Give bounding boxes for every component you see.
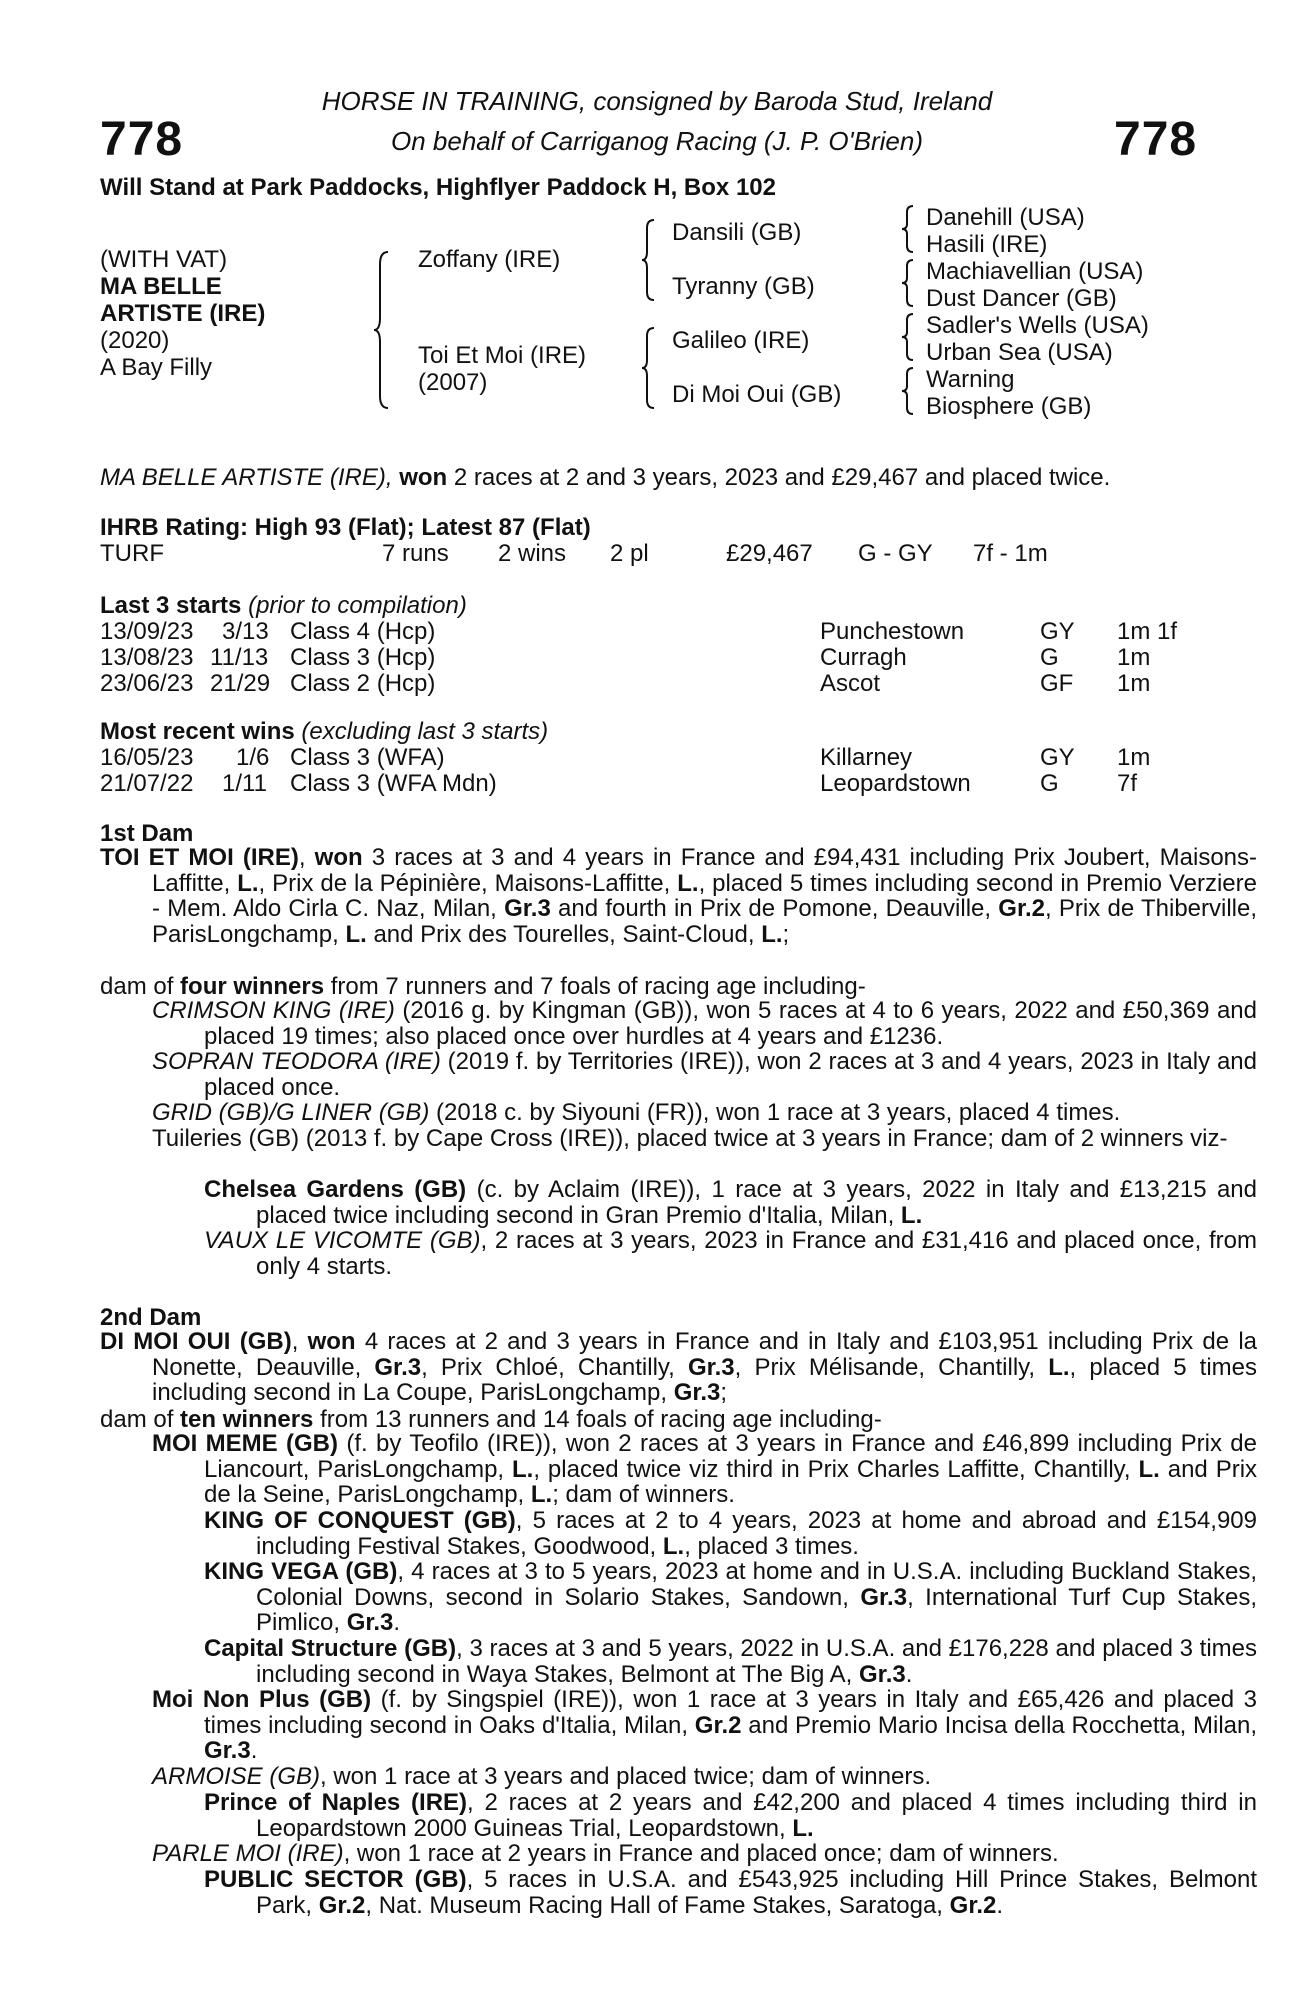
- second-dam-won: won: [307, 1328, 356, 1355]
- row-class: Class 3 (WFA Mdn): [290, 770, 497, 797]
- group-marker: Gr.3: [504, 895, 551, 923]
- pedigree-sire-dam: Tyranny (GB): [672, 273, 815, 300]
- winners-count: ten winners: [180, 1406, 314, 1433]
- offspring-text: Tuileries (GB) (2013 f. by Cape Cross (IRE)), placed twice at 3 years in France; dam of 2 winners viz-: [152, 1125, 1228, 1152]
- row-date: 13/08/23: [100, 644, 194, 671]
- list-item: [152, 1841, 1205, 1867]
- summary-won: won: [399, 464, 448, 491]
- pedigree-sire: Zoffany (IRE): [418, 246, 561, 273]
- list-item: [204, 1559, 1257, 1636]
- list-item: [204, 1177, 1257, 1228]
- offspring-text: , 2 races at 2 years and £42,200 and placed 4 times including third in Leopardstown 2000 Guineas Trial, Leopardstown,: [256, 1789, 1257, 1842]
- pedigree-dam-sire: Galileo (IRE): [672, 327, 810, 354]
- first-dam-won: won: [314, 844, 363, 871]
- table-row: [100, 670, 1210, 696]
- offspring-text: (f. by Singspiel (IRE)), won 1 race at 3 years in Italy and £65,426 and placed 3 times including second in Oaks d'Italia, Milan,: [204, 1686, 1257, 1739]
- offspring-text: , placed twice viz third in Prix Charles Laffitte, Chantilly,: [533, 1455, 1131, 1483]
- offspring-name: Moi Non Plus (GB): [152, 1686, 372, 1713]
- first-dam-text: ;: [782, 920, 790, 948]
- listed-marker: L.: [1138, 1455, 1160, 1483]
- horse-name-line2: ARTISTE (IRE): [100, 300, 266, 327]
- offspring-text: (f. by Teofilo (IRE)), won 2 races at 3 years in France and £46,899 including Prix de Liancourt, ParisLongchamp,: [204, 1430, 1257, 1483]
- horse-name-line1: MA BELLE: [100, 273, 222, 300]
- row-class: Class 3 (Hcp): [290, 644, 436, 671]
- pedigree-brace-dam: [640, 326, 658, 410]
- row-distance: 1m: [1117, 744, 1151, 771]
- first-dam-name: TOI ET MOI (IRE): [100, 844, 299, 871]
- list-item: [152, 1431, 1257, 1508]
- first-dam-text: and fourth in Prix de Pomone, Deauville,: [558, 895, 992, 923]
- row-class: Class 2 (Hcp): [290, 670, 436, 697]
- offspring-text: , won 1 race at 2 years in France and placed once; dam of winners.: [343, 1840, 1059, 1867]
- turf-placed: 2 pl: [610, 540, 649, 567]
- turf-wins: 2 wins: [498, 540, 567, 567]
- row-position: 11/13: [210, 644, 269, 671]
- row-class: Class 4 (Hcp): [290, 618, 436, 645]
- listed-marker: L.: [237, 869, 259, 897]
- group-marker: Gr.3: [374, 1353, 422, 1381]
- list-item: [204, 1508, 1257, 1559]
- turf-runs: 7 runs: [382, 540, 449, 567]
- offspring-name: Prince of Naples (IRE): [204, 1789, 468, 1816]
- group-marker: Gr.2: [318, 1891, 366, 1919]
- pedigree-dam-year: (2007): [418, 369, 488, 396]
- pedigree-gen3-6: Urban Sea (USA): [926, 339, 1113, 366]
- row-course: Curragh: [820, 644, 907, 671]
- pedigree-dam-dam: Di Moi Oui (GB): [672, 381, 842, 408]
- first-dam-record: TOI ET MOI (IRE), won 3 races at 3 and 4 years in France and £94,431 including Prix Joubert, Maisons-Laffitte, L., Prix de la Pépinière, Maisons-Laffitte, L., placed 5 times including second in Premio Verziere - Mem. Aldo Cirla C. Naz, Milan, Gr.3 and fourth in Prix de Pomone, Deauville, Gr.2, Prix de Thiberville, ParisLongchamp, L. and Prix des Tourelles, Saint-Cloud, L.;: [100, 844, 1258, 948]
- row-going: GF: [1040, 670, 1074, 697]
- offspring-text: and Prix de la Seine, ParisLongchamp,: [204, 1455, 1258, 1509]
- row-distance: 7f: [1117, 770, 1138, 797]
- winners-count: four winners: [180, 973, 325, 1000]
- offspring-text: (c. by Aclaim (IRE)), 1 race at 3 years, 2022 in Italy and £13,215 and placed twice including second in Gran Premio d'Italia, Milan,: [256, 1176, 1257, 1229]
- lot-number-right: 778: [1114, 113, 1198, 166]
- list-item: [152, 1687, 1257, 1764]
- row-course: Ascot: [820, 670, 881, 697]
- first-dam-text: and Prix des Tourelles, Saint-Cloud,: [373, 920, 755, 948]
- list-item: [204, 1636, 1257, 1687]
- list-item: [152, 1764, 1205, 1790]
- turf-distance: 7f - 1m: [973, 540, 1048, 567]
- vat-note: (WITH VAT): [100, 246, 228, 273]
- listed-marker: L.: [512, 1455, 534, 1483]
- row-position: 1/6: [236, 744, 270, 771]
- recent-wins-title: Most recent wins: [100, 718, 295, 745]
- second-dam-text: 4 races at 2 and 3 years in France and in Italy and £103,951 including Prix de la Nonette, Deauville,: [152, 1328, 1258, 1381]
- turf-prize: £29,467: [726, 540, 813, 567]
- first-dam-text: , placed 5 times including second in Premio Verziere - Mem. Aldo Cirla C. Naz, Milan,: [152, 869, 1257, 923]
- table-row: [100, 744, 1210, 770]
- last-starts-note: (prior to compilation): [248, 592, 467, 619]
- group-marker: Gr.3: [204, 1737, 251, 1765]
- turf-surface: TURF: [100, 540, 164, 567]
- offspring-text: (2016 g. by Kingman (GB)), won 5 races at 4 to 6 years, 2022 and £50,369 and placed 19 times; also placed once over hurdles at 4 years and £1236.: [204, 997, 1257, 1050]
- group-marker: Gr.2: [949, 1891, 997, 1919]
- pedigree-gen3-1: Danehill (USA): [926, 204, 1085, 231]
- offspring-text: , 2 races at 3 years, 2023 in France and £31,416 and placed once, from only 4 starts.: [256, 1227, 1257, 1280]
- offspring-text: , Nat. Museum Racing Hall of Fame Stakes, Saratoga,: [365, 1891, 943, 1919]
- pedigree-brace-sire: [640, 218, 658, 302]
- row-course: Punchestown: [820, 618, 965, 645]
- table-row: [100, 618, 1210, 644]
- listed-marker: L.: [792, 1814, 814, 1842]
- second-dam-text: , Prix Mélisande, Chantilly,: [734, 1353, 1036, 1381]
- row-date: 23/06/23: [100, 670, 194, 697]
- pedigree-brace-g4: [900, 366, 916, 416]
- list-item: [152, 998, 1257, 1049]
- offspring-text: , 5 races at 2 to 4 years, 2023 at home and abroad and £154,909 including Festival Stakes, Goodwood,: [256, 1507, 1258, 1560]
- row-class: Class 3 (WFA): [290, 744, 445, 771]
- horse-description: A Bay Filly: [100, 354, 213, 381]
- pedigree-gen3-4: Dust Dancer (GB): [926, 285, 1117, 312]
- offspring-text: .: [905, 1660, 913, 1688]
- on-behalf-line: On behalf of Carriganog Racing (J. P. O'Brien): [391, 126, 923, 156]
- offspring-text: (2019 f. by Territories (IRE)), won 2 races at 3 and 4 years, 2023 in Italy and placed once.: [204, 1048, 1258, 1101]
- second-dam-text: , Prix Chloé, Chantilly,: [421, 1353, 675, 1381]
- offspring-text: .: [250, 1737, 258, 1765]
- offspring-text: .: [996, 1891, 1004, 1919]
- second-dam-record: DI MOI OUI (GB), won 4 races at 2 and 3 years in France and in Italy and £103,951 including Prix de la Nonette, Deauville, Gr.3, Prix Chloé, Chantilly, Gr.3, Prix Mélisande, Chantilly, L., placed 5 times including second in La Coupe, ParisLongchamp, Gr.3;: [100, 1328, 1258, 1407]
- listed-marker: L.: [761, 920, 783, 948]
- offspring-text: , placed 3 times.: [684, 1532, 859, 1560]
- row-position: 1/11: [222, 770, 267, 797]
- list-item: [204, 1867, 1257, 1918]
- turf-record-row: [100, 540, 1210, 568]
- group-marker: Gr.2: [998, 895, 1045, 923]
- row-distance: 1m 1f: [1117, 618, 1178, 645]
- row-position: 3/13: [222, 618, 269, 645]
- pedigree-gen3-8: Biosphere (GB): [926, 393, 1092, 420]
- offspring-name: KING OF CONQUEST (GB): [204, 1507, 516, 1534]
- offspring-name: SOPRAN TEODORA (IRE): [152, 1048, 441, 1075]
- dam-of-label: dam of: [100, 973, 174, 1000]
- offspring-name: GRID (GB)/G LINER (GB): [152, 1099, 430, 1126]
- offspring-text: , 5 races in U.S.A. and £543,925 including Hill Prince Stakes, Belmont Park,: [256, 1866, 1257, 1919]
- pedigree-gen3-7: Warning: [926, 366, 1015, 393]
- list-item: [152, 1126, 1257, 1152]
- race-summary: [100, 464, 1110, 492]
- row-date: 16/05/23: [100, 744, 194, 771]
- offspring-text: , 4 races at 3 to 5 years, 2023 at home and in U.S.A. including Buckland Stakes, Colonial Downs, second in Solario Stakes, Sandown,: [256, 1558, 1257, 1611]
- second-dam-heading: 2nd Dam: [100, 1304, 202, 1331]
- list-item: [152, 1100, 1205, 1126]
- pedigree-sire-sire: Dansili (GB): [672, 219, 802, 246]
- ihrb-rating: IHRB Rating: High 93 (Flat); Latest 87 (Flat): [100, 514, 591, 541]
- row-distance: 1m: [1117, 644, 1151, 671]
- second-dam-name: DI MOI OUI (GB): [100, 1328, 292, 1355]
- first-dam-text: , Prix de la Pépinière, Maisons-Laffitte,: [258, 869, 671, 897]
- group-marker: Gr.3: [860, 1583, 908, 1611]
- pedigree-brace-g1: [900, 204, 916, 254]
- dam-of-text: from 7 runners and 7 foals of racing age including-: [330, 973, 866, 1000]
- last-starts-title: Last 3 starts: [100, 592, 242, 619]
- listed-marker: L.: [1048, 1353, 1070, 1381]
- pedigree-dam: Toi Et Moi (IRE): [418, 342, 587, 369]
- offspring-name: PUBLIC SECTOR (GB): [204, 1866, 467, 1893]
- group-marker: Gr.3: [859, 1660, 906, 1688]
- offspring-text: and Premio Mario Incisa della Rocchetta, Milan,: [748, 1711, 1258, 1739]
- listed-marker: L.: [345, 920, 367, 948]
- summary-horse-name: MA BELLE ARTISTE (IRE),: [100, 464, 393, 491]
- first-dam-text: , Prix de Thiberville, ParisLongchamp,: [152, 895, 1258, 948]
- list-item: [204, 1228, 1257, 1279]
- dam-of-label: dam of: [100, 1406, 174, 1433]
- listed-marker: L.: [662, 1532, 685, 1560]
- offspring-name: CRIMSON KING (IRE): [152, 997, 395, 1024]
- row-course: Killarney: [820, 744, 913, 771]
- list-item: [152, 1049, 1257, 1100]
- offspring-text: , 3 races at 3 and 5 years, 2022 in U.S.A. and £176,228 and placed 3 times including second in Waya Stakes, Belmont at The Big A,: [256, 1635, 1257, 1688]
- pedigree-gen3-2: Hasili (IRE): [926, 231, 1048, 258]
- group-marker: Gr.2: [694, 1711, 742, 1739]
- pedigree-gen3-3: Machiavellian (USA): [926, 258, 1144, 285]
- dam-of-text: from 13 runners and 14 foals of racing age including-: [320, 1406, 882, 1433]
- row-position: 21/29: [210, 670, 271, 697]
- row-date: 13/09/23: [100, 618, 194, 645]
- group-marker: Gr.3: [346, 1609, 394, 1637]
- offspring-name: PARLE MOI (IRE): [152, 1840, 344, 1867]
- pedigree-brace-main: [372, 250, 392, 410]
- list-item: [204, 1790, 1257, 1841]
- table-row: [100, 644, 1210, 670]
- lot-number-left: 778: [100, 113, 184, 166]
- turf-going: G - GY: [858, 540, 933, 567]
- row-going: G: [1040, 644, 1059, 671]
- offspring-name: KING VEGA (GB): [204, 1558, 398, 1585]
- table-row: [100, 770, 1210, 796]
- second-dam-text: , placed 5 times including second in La Coupe, ParisLongchamp,: [152, 1353, 1258, 1407]
- offspring-text: (2018 c. by Siyouni (FR)), won 1 race at 3 years, placed 4 times.: [436, 1099, 1121, 1126]
- consignor-line: HORSE IN TRAINING, consigned by Baroda Stud, Ireland: [321, 86, 993, 116]
- offspring-text: .: [393, 1609, 401, 1637]
- pedigree-brace-g2: [900, 258, 916, 308]
- offspring-text: , won 1 race at 3 years and placed twice; dam of winners.: [320, 1763, 931, 1790]
- offspring-text: ; dam of winners.: [552, 1481, 735, 1509]
- offspring-name: Capital Structure (GB): [204, 1635, 457, 1662]
- offspring-text: , International Turf Cup Stakes, Pimlico,: [256, 1583, 1257, 1637]
- recent-wins-note: (excluding last 3 starts): [301, 718, 549, 745]
- offspring-name: ARMOISE (GB): [152, 1763, 321, 1790]
- first-dam-text: 3 races at 3 and 4 years in France and £94,431 including Prix Joubert, Maisons-Laffitte,: [152, 844, 1258, 897]
- row-going: GY: [1040, 744, 1075, 771]
- horse-year: (2020): [100, 327, 170, 354]
- offspring-name: MOI MEME (GB): [152, 1430, 338, 1457]
- group-marker: Gr.3: [673, 1379, 721, 1407]
- row-course: Leopardstown: [820, 770, 971, 797]
- summary-text: 2 races at 2 and 3 years, 2023 and £29,467 and placed twice.: [453, 464, 1111, 491]
- listed-marker: L.: [677, 869, 699, 897]
- stand-location: Will Stand at Park Paddocks, Highflyer Paddock H, Box 102: [100, 174, 776, 201]
- first-dam-heading: 1st Dam: [100, 820, 194, 847]
- offspring-name: Chelsea Gardens (GB): [204, 1176, 467, 1203]
- group-marker: Gr.3: [687, 1353, 735, 1381]
- row-going: GY: [1040, 618, 1075, 645]
- listed-marker: L.: [530, 1481, 553, 1509]
- offspring-name: VAUX LE VICOMTE (GB): [204, 1227, 481, 1254]
- last-starts-heading: [100, 592, 467, 620]
- listed-marker: L.: [900, 1201, 923, 1229]
- recent-wins-heading: [100, 718, 548, 746]
- row-date: 21/07/22: [100, 770, 194, 797]
- row-going: G: [1040, 770, 1059, 797]
- pedigree-gen3-5: Sadler's Wells (USA): [926, 312, 1149, 339]
- row-distance: 1m: [1117, 670, 1151, 697]
- pedigree-brace-g3: [900, 312, 916, 362]
